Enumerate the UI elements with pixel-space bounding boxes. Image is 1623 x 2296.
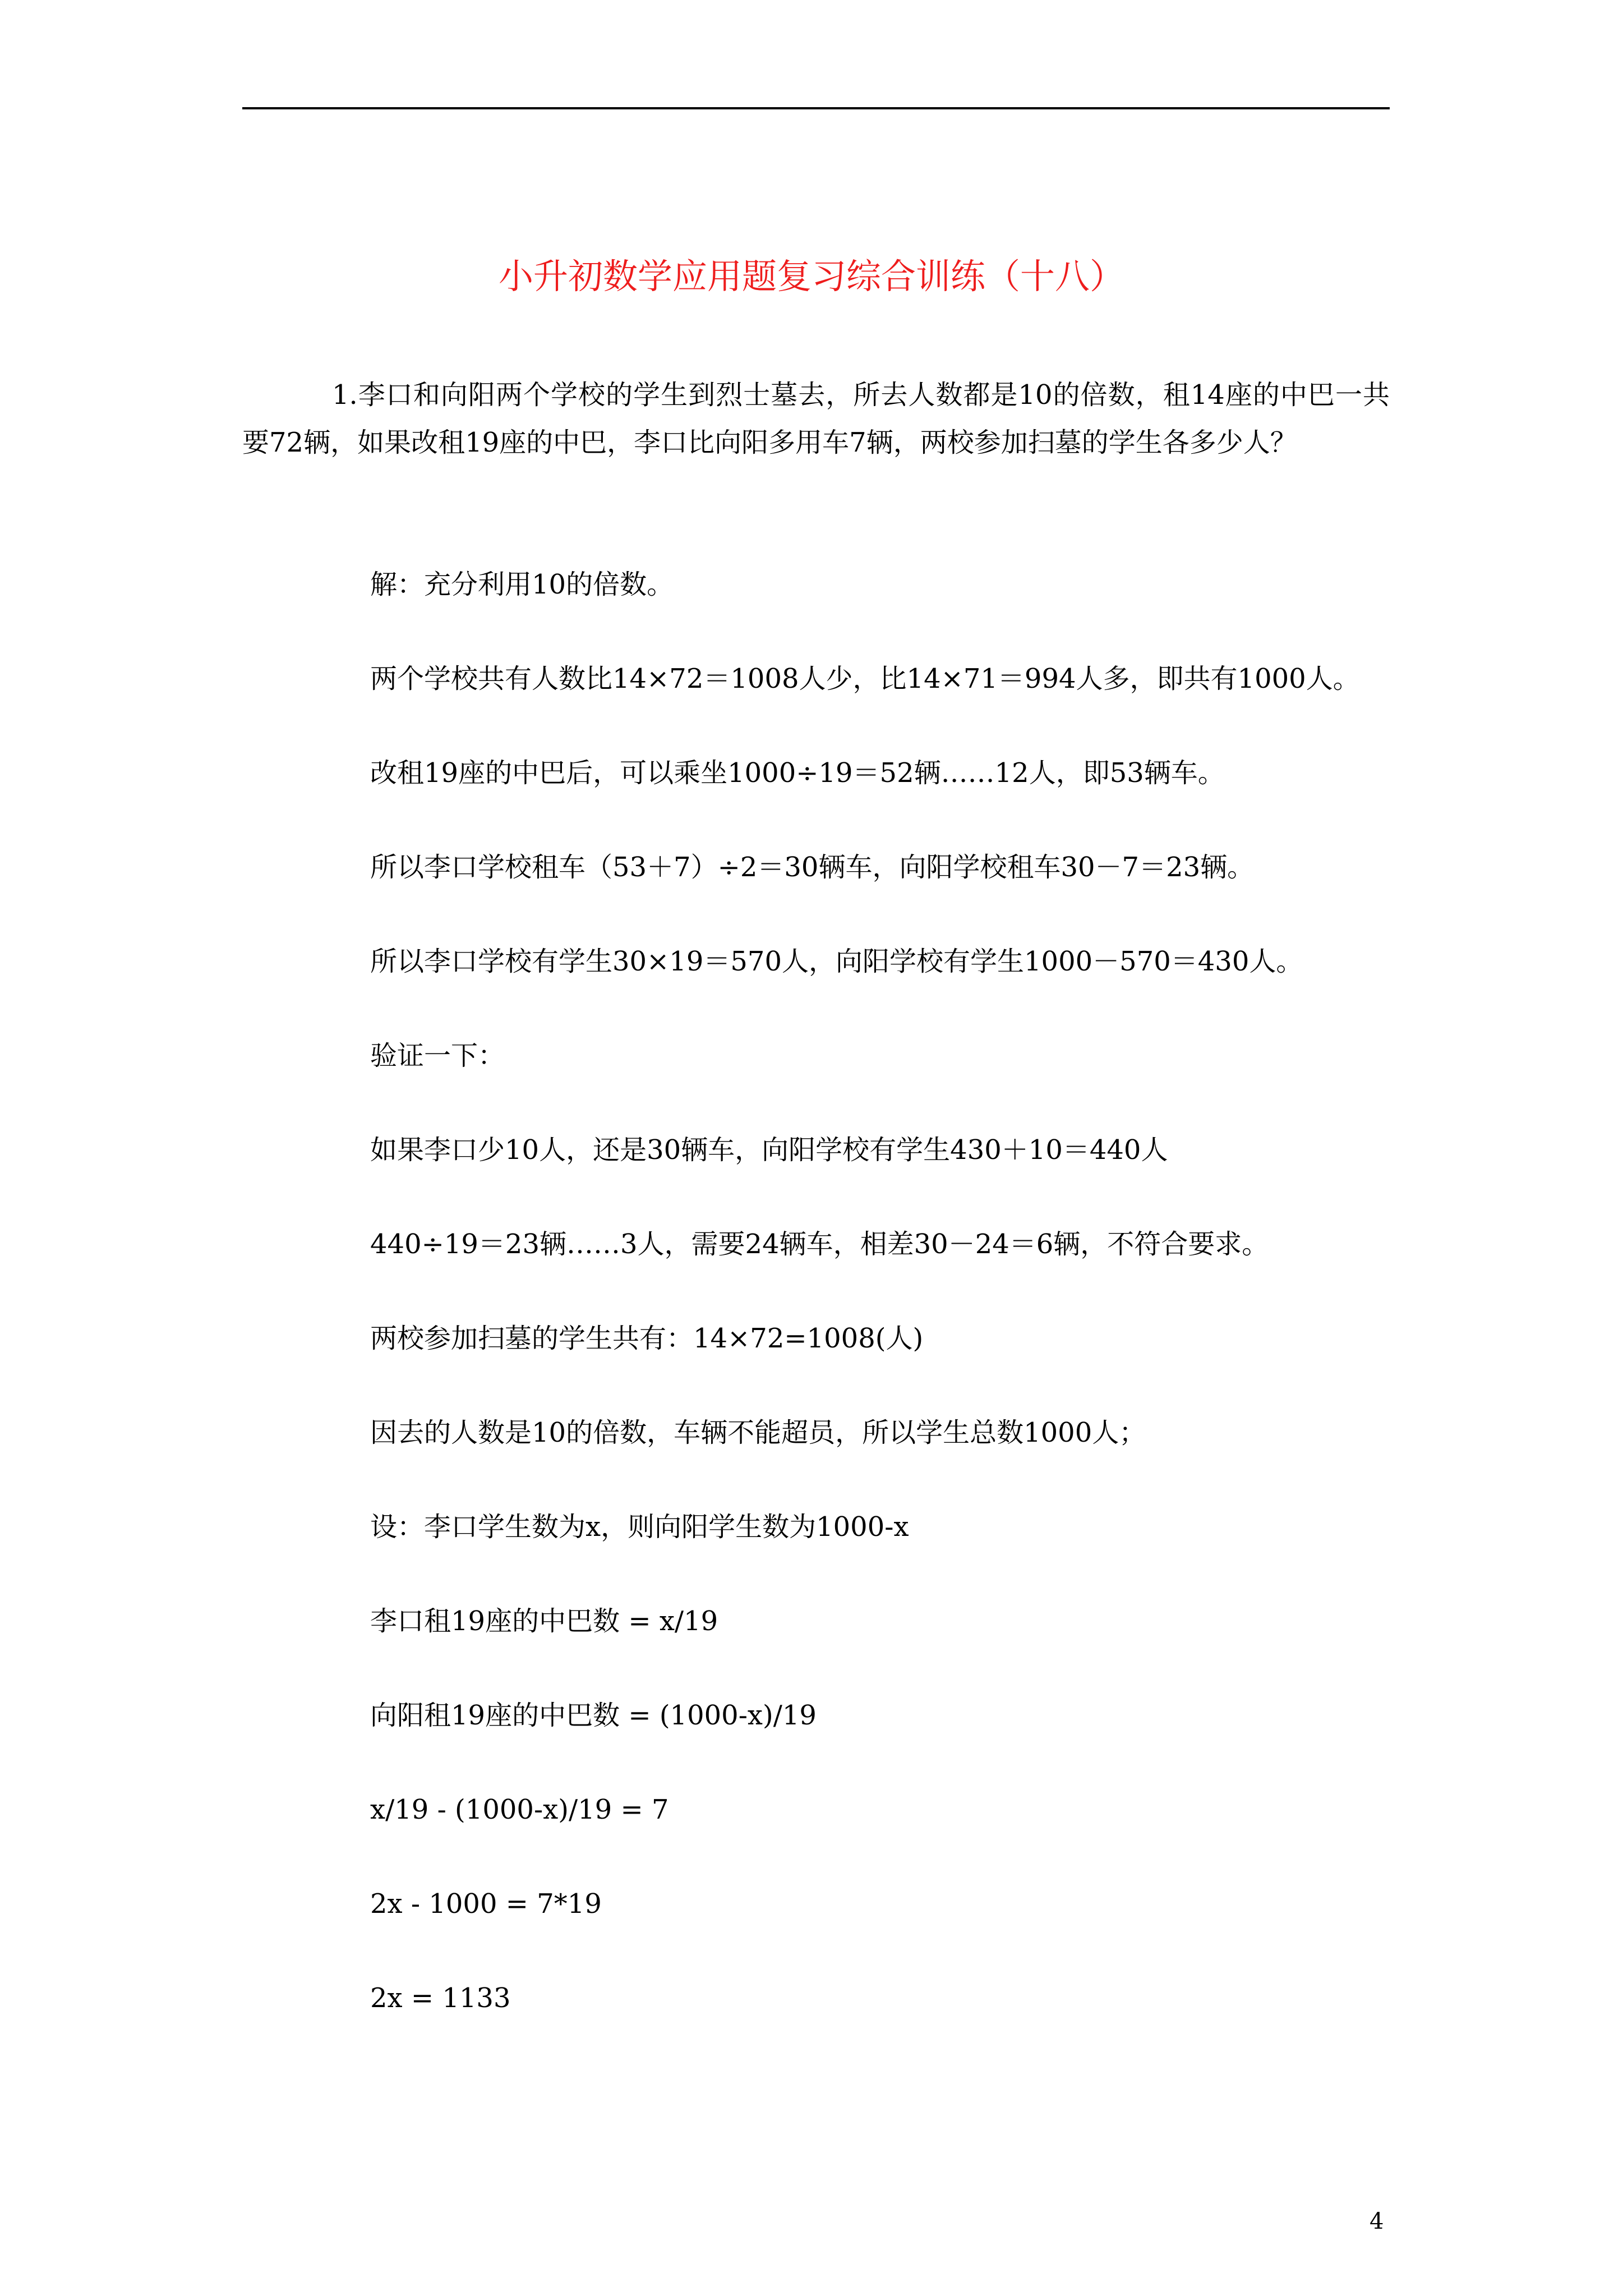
solution-line: 设：李口学生数为x，则向阳学生数为1000-x xyxy=(370,1511,909,1543)
solution-line: 2x - 1000 = 7*19 xyxy=(370,1888,602,1920)
solution-line: 440÷19＝23辆……3人，需要24辆车，相差30－24＝6辆，不符合要求。 xyxy=(370,1228,1269,1260)
solution-line: 2x = 1133 xyxy=(370,1982,511,2014)
solution-line: 李口租19座的中巴数 = x/19 xyxy=(370,1605,718,1637)
solution-line: 因去的人数是10的倍数，车辆不能超员，所以学生总数1000人； xyxy=(370,1417,1146,1448)
solution-line: 所以李口学校租车（53＋7）÷2＝30辆车，向阳学校租车30－7＝23辆。 xyxy=(370,852,1255,883)
solution-line: x/19 - (1000-x)/19 = 7 xyxy=(370,1794,669,1825)
document-title: 小升初数学应用题复习综合训练（十八） xyxy=(498,256,1124,297)
page-number: 4 xyxy=(1370,2208,1384,2234)
solution-line: 向阳租19座的中巴数 = (1000-x)/19 xyxy=(370,1700,817,1731)
solution-line: 两校参加扫墓的学生共有：14×72=1008(人) xyxy=(370,1323,924,1354)
solution-line: 验证一下： xyxy=(370,1040,505,1071)
header-rule xyxy=(242,107,1390,109)
solution-line: 解：充分利用10的倍数。 xyxy=(370,569,674,600)
question-text: 1.李口和向阳两个学校的学生到烈士墓去，所去人数都是10的倍数，租14座的中巴一共要72辆，如果改租19座的中巴，李口比向阳多用车7辆，两校参加扫墓的学生各多少人？ xyxy=(242,379,1390,458)
solution-line: 改租19座的中巴后，可以乘坐1000÷19＝52辆……12人，即53辆车。 xyxy=(370,757,1225,789)
solution-line: 如果李口少10人，还是30辆车，向阳学校有学生430＋10＝440人 xyxy=(370,1134,1168,1166)
solution-line: 两个学校共有人数比14×72＝1008人少，比14×71＝994人多，即共有1000人。 xyxy=(370,663,1360,694)
solution-line: 所以李口学校有学生30×19＝570人，向阳学校有学生1000－570＝430人。 xyxy=(370,946,1303,977)
